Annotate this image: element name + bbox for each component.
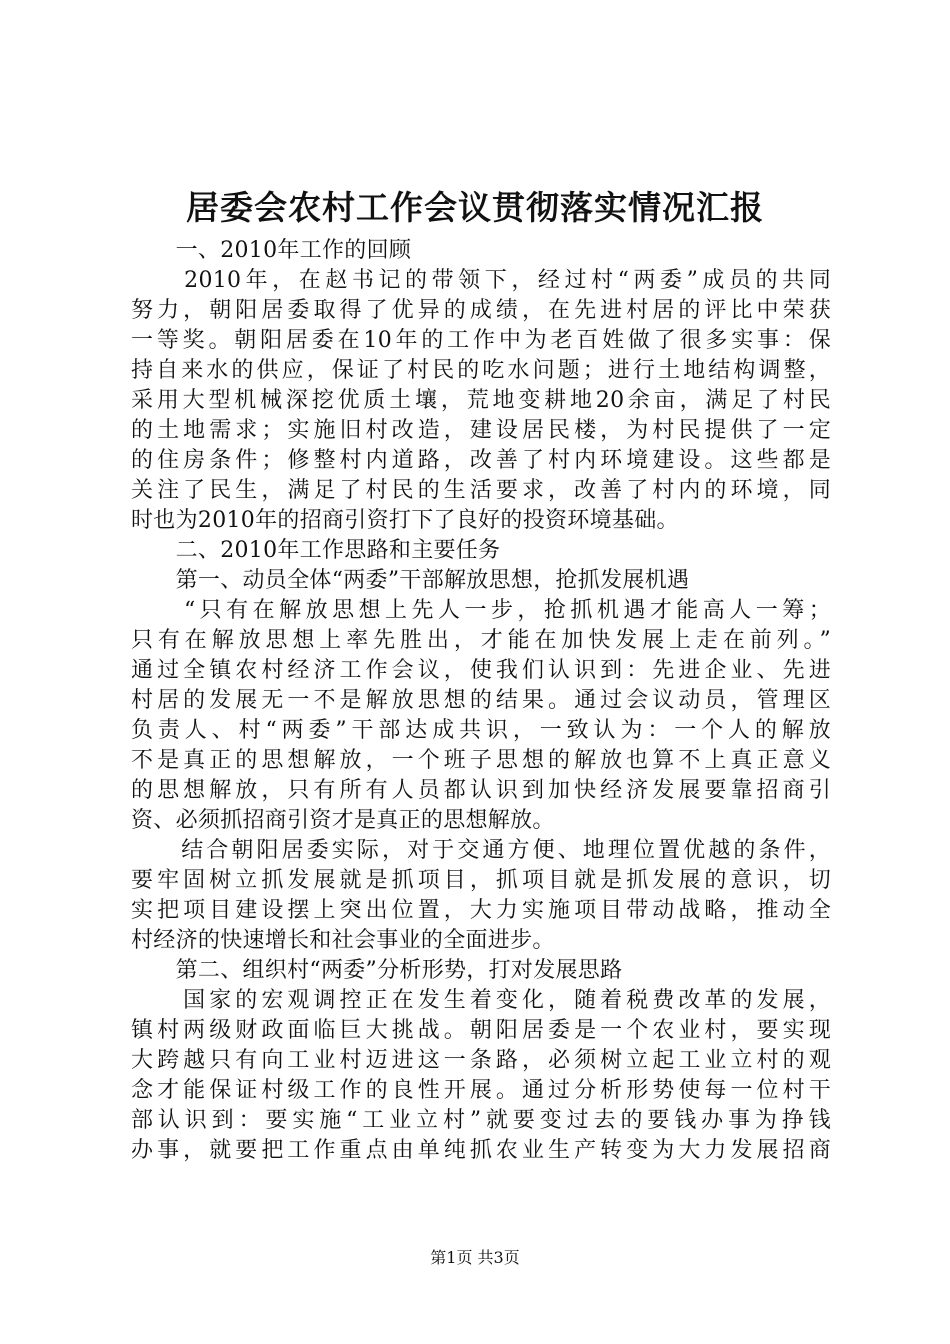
- section-heading-line: 第一、动员全体“两委”干部解放思想，抢抓发展机遇: [131, 568, 690, 593]
- paragraph-line: 负责人、村“两委”干部达成共识，一致认为：一个人的解放: [131, 718, 831, 743]
- paragraph-line: 实把项目建设摆上突出位置，大力实施项目带动战略，推动全: [131, 898, 831, 923]
- paragraph-line: 念才能保证村级工作的良性开展。通过分析形势使每一位村干: [131, 1078, 831, 1103]
- paragraph-line: 采用大型机械深挖优质土壤，荒地变耕地20余亩，满足了村民: [131, 388, 831, 413]
- paragraph-line: 的住房条件；修整村内道路，改善了村内环境建设。这些都是: [131, 448, 831, 473]
- paragraph-line: “只有在解放思想上先人一步，抢抓机遇才能高人一筹；: [131, 598, 831, 623]
- paragraph-line: 努力，朝阳居委取得了优异的成绩，在先进村居的评比中荣获: [131, 298, 831, 323]
- paragraph-line: 国家的宏观调控正在发生着变化，随着税费改革的发展，: [131, 988, 831, 1013]
- page-footer: 第1页 共3页: [430, 1248, 520, 1267]
- section-heading-line: 一、2010年工作的回顾: [131, 238, 412, 263]
- paragraph-line: 村居的发展无一不是解放思想的结果。通过会议动员，管理区: [131, 688, 831, 713]
- paragraph-line: 时也为2010年的招商引资打下了良好的投资环境基础。: [131, 508, 679, 533]
- paragraph-line: 办事，就要把工作重点由单纯抓农业生产转变为大力发展招商: [131, 1138, 831, 1163]
- paragraph-line: 镇村两级财政面临巨大挑战。朝阳居委是一个农业村，要实现: [131, 1018, 831, 1043]
- paragraph-line: 要牢固树立抓发展就是抓项目，抓项目就是抓发展的意识，切: [131, 868, 831, 893]
- paragraph-line: 部认识到：要实施“工业立村”就要变过去的要钱办事为挣钱: [131, 1108, 831, 1133]
- paragraph-line: 不是真正的思想解放，一个班子思想的解放也算不上真正意义: [131, 748, 831, 773]
- paragraph-line: 通过全镇农村经济工作会议，使我们认识到：先进企业、先进: [131, 658, 831, 683]
- document-body: [131, 236, 831, 1166]
- paragraph-line: 资、必须抓招商引资才是真正的思想解放。: [131, 808, 555, 833]
- paragraph-line: 一等奖。朝阳居委在10年的工作中为老百姓做了很多实事：保: [131, 328, 831, 353]
- section-heading-line: 第二、组织村“两委”分析形势，打对发展思路: [131, 958, 623, 983]
- paragraph-line: 关注了民生，满足了村民的生活要求，改善了村内的环境，同: [131, 478, 831, 503]
- paragraph-line: 持自来水的供应，保证了村民的吃水问题；进行土地结构调整，: [131, 358, 831, 383]
- paragraph-line: 结合朝阳居委实际，对于交通方便、地理位置优越的条件，: [131, 838, 831, 863]
- document-title: 居委会农村工作会议贯彻落实情况汇报: [186, 188, 764, 227]
- paragraph-line: 的思想解放，只有所有人员都认识到加快经济发展要靠招商引: [131, 778, 831, 803]
- paragraph-line: 大跨越只有向工业村迈进这一条路，必须树立起工业立村的观: [131, 1048, 831, 1073]
- paragraph-line: 村经济的快速增长和社会事业的全面进步。: [131, 928, 555, 953]
- paragraph-line: 只有在解放思想上率先胜出，才能在加快发展上走在前列。”: [131, 628, 831, 653]
- section-heading-line: 二、2010年工作思路和主要任务: [131, 538, 501, 563]
- paragraph-line: 2010年，在赵书记的带领下，经过村“两委”成员的共同: [131, 268, 831, 293]
- paragraph-line: 的土地需求；实施旧村改造，建设居民楼，为村民提供了一定: [131, 418, 831, 443]
